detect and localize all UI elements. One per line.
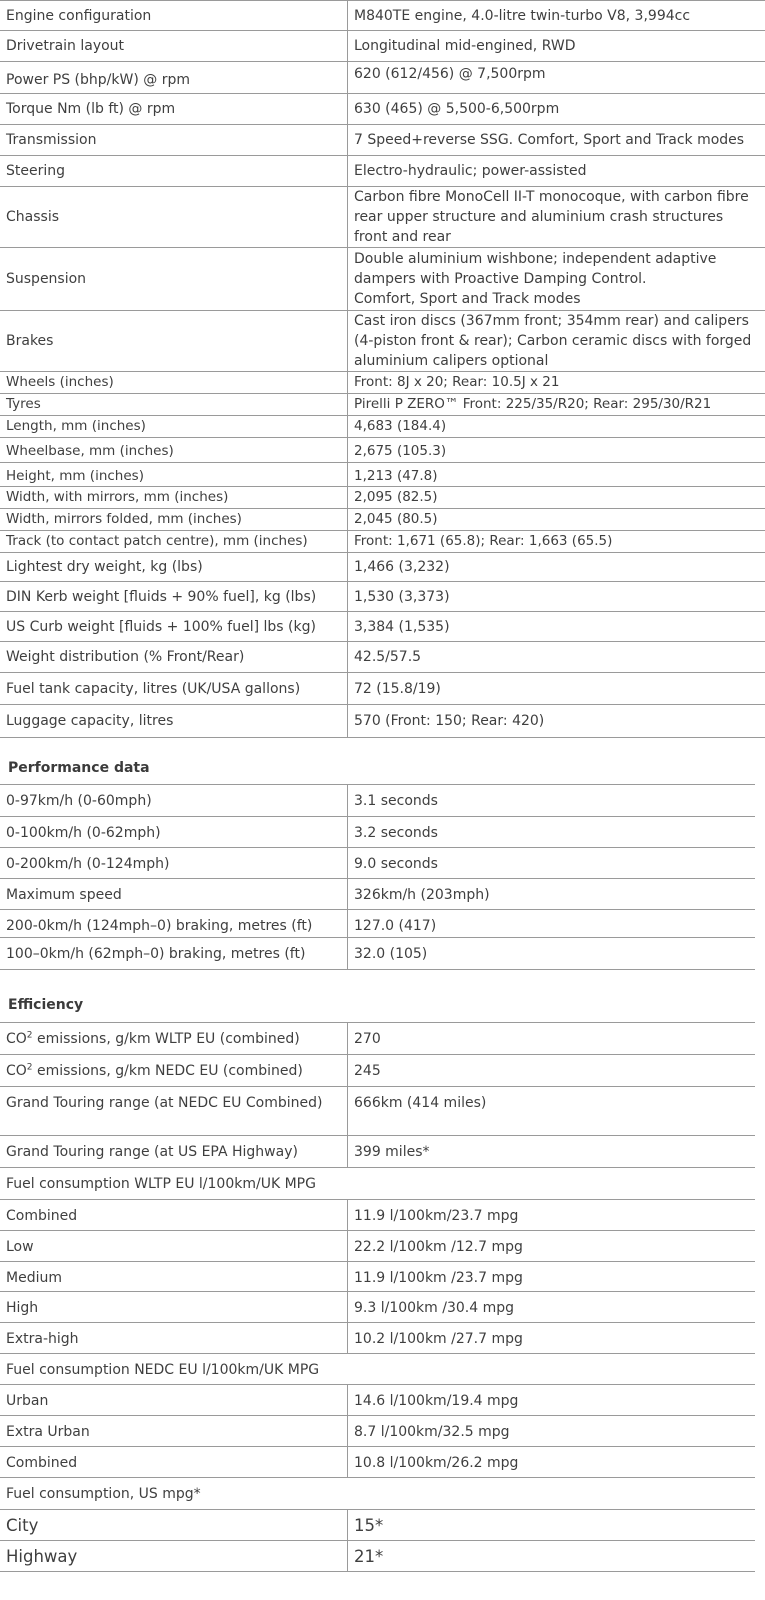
wltp-heading: Fuel consumption WLTP EU l/100km/UK MPG [0,1168,348,1200]
eff-label: Extra-high [0,1323,348,1354]
eff-value: 245 [348,1055,756,1087]
spec-value: Longitudinal mid-engined, RWD [348,31,765,62]
spec-value-line: Comfort, Sport and Track modes [354,291,581,307]
eff-value: 22.2 l/100km /12.7 mpg [348,1231,756,1262]
co2-superscript: 2 [26,1030,33,1041]
spec-label: Track (to contact patch centre), mm (inches) [0,531,348,553]
table-row [0,1478,755,1510]
eff-label: Extra Urban [0,1416,348,1447]
eff-label: Grand Touring range (at US EPA Highway) [0,1136,348,1168]
perf-label: 0-200km/h (0-124mph) [0,848,348,879]
perf-label: 200-0km/h (124mph–0) braking, metres (ft) [0,910,348,938]
performance-table [0,784,755,970]
spec-value [348,248,765,311]
table-row [0,248,765,311]
spec-label: Lightest dry weight, kg (lbs) [0,553,348,582]
spec-value: 7 Speed+reverse SSG. Comfort, Sport and Track modes [348,125,765,156]
spec-value: 570 (Front: 150; Rear: 420) [348,705,765,738]
spec-label: Suspension [0,248,348,311]
table-row [0,394,765,416]
spec-value: 620 (612/456) @ 7,500rpm [348,62,765,94]
spec-value: Electro-hydraulic; power-assisted [348,156,765,187]
eff-label-text: emissions, g/km NEDC EU (combined) [32,1063,303,1079]
table-row [0,1,765,31]
table-row [0,1055,755,1087]
table-row [0,910,755,938]
spec-value: 1,213 (47.8) [348,463,765,487]
eff-value: 9.3 l/100km /30.4 mpg [348,1292,756,1323]
co2-text: CO [6,1063,27,1079]
table-row [0,1168,755,1200]
eff-value: 270 [348,1023,756,1055]
eff-value: 399 miles* [348,1136,756,1168]
table-row [0,1200,755,1231]
eff-label: Urban [0,1385,348,1416]
spec-label: Steering [0,156,348,187]
spec-label: Torque Nm (lb ft) @ rpm [0,94,348,125]
spec-value: 1,530 (3,373) [348,582,765,612]
eff-value: 666km (414 miles) [348,1087,756,1136]
empty-cell [348,1168,756,1200]
spec-value: 3,384 (1,535) [348,612,765,642]
specifications-table [0,0,765,738]
perf-value: 9.0 seconds [348,848,756,879]
spec-label: Chassis [0,187,348,248]
empty-cell [348,1354,756,1385]
eff-label: Combined [0,1447,348,1478]
eff-label: City [0,1510,348,1541]
spec-label: Height, mm (inches) [0,463,348,487]
table-row [0,705,765,738]
perf-label: Maximum speed [0,879,348,910]
eff-value: 8.7 l/100km/32.5 mpg [348,1416,756,1447]
spec-label: Drivetrain layout [0,31,348,62]
spec-value: 4,683 (184.4) [348,416,765,438]
spec-label: Fuel tank capacity, litres (UK/USA gallons) [0,673,348,705]
spec-value: 1,466 (3,232) [348,553,765,582]
spec-label: Wheelbase, mm (inches) [0,438,348,463]
table-row [0,1385,755,1416]
table-row [0,125,765,156]
spec-value: 2,045 (80.5) [348,509,765,531]
spec-value: 2,675 (105.3) [348,438,765,463]
table-row [0,879,755,910]
table-row [0,1292,755,1323]
table-row [0,62,765,94]
perf-label: 100–0km/h (62mph–0) braking, metres (ft) [0,938,348,970]
nedc-heading: Fuel consumption NEDC EU l/100km/UK MPG [0,1354,348,1385]
perf-value: 127.0 (417) [348,910,756,938]
perf-value: 3.1 seconds [348,785,756,817]
table-row [0,509,765,531]
eff-label: Low [0,1231,348,1262]
table-row [0,1354,755,1385]
eff-label [0,1023,348,1055]
table-row [0,1323,755,1354]
us-heading: Fuel consumption, US mpg* [0,1478,348,1510]
spec-value-line: Double aluminium wishbone; independent adaptive dampers with Proactive Damping Control. [354,251,717,287]
spec-value: Front: 8J x 20; Rear: 10.5J x 21 [348,372,765,394]
spec-value: 630 (465) @ 5,500-6,500rpm [348,94,765,125]
efficiency-table [0,1022,755,1572]
eff-value: 21* [348,1541,756,1572]
table-row [0,938,755,970]
table-row [0,1541,755,1572]
table-row [0,642,765,673]
spec-value: 72 (15.8/19) [348,673,765,705]
table-row [0,1023,755,1055]
spec-value: M840TE engine, 4.0-litre twin-turbo V8, 3,994cc [348,1,765,31]
eff-label: Combined [0,1200,348,1231]
spec-label: Width, with mirrors, mm (inches) [0,487,348,509]
spec-value: Cast iron discs (367mm front; 354mm rear) and calipers (4-piston front & rear); Carbon ceramic discs with forged aluminium calipers optional [348,311,765,372]
spec-label: Width, mirrors folded, mm (inches) [0,509,348,531]
performance-heading: Performance data [8,760,150,776]
eff-value: 10.2 l/100km /27.7 mpg [348,1323,756,1354]
table-row [0,31,765,62]
eff-label: High [0,1292,348,1323]
spec-label: Luggage capacity, litres [0,705,348,738]
eff-value: 14.6 l/100km/19.4 mpg [348,1385,756,1416]
spec-label: Power PS (bhp/kW) @ rpm [0,62,348,94]
spec-label: Weight distribution (% Front/Rear) [0,642,348,673]
perf-value: 326km/h (203mph) [348,879,756,910]
spec-value: Front: 1,671 (65.8); Rear: 1,663 (65.5) [348,531,765,553]
table-row [0,848,755,879]
spec-label: Tyres [0,394,348,416]
table-row [0,416,765,438]
eff-value: 11.9 l/100km /23.7 mpg [348,1262,756,1292]
spec-label: Wheels (inches) [0,372,348,394]
table-row [0,553,765,582]
table-row [0,187,765,248]
table-row [0,1231,755,1262]
spec-label: Brakes [0,311,348,372]
table-row [0,1416,755,1447]
eff-label-text: emissions, g/km WLTP EU (combined) [32,1031,300,1047]
table-row [0,438,765,463]
table-row [0,94,765,125]
perf-label: 0-100km/h (0-62mph) [0,817,348,848]
eff-value: 15* [348,1510,756,1541]
spec-value: Pirelli P ZERO™ Front: 225/35/R20; Rear: 295/30/R21 [348,394,765,416]
efficiency-heading: Efficiency [8,997,84,1013]
spec-label: Transmission [0,125,348,156]
perf-value: 3.2 seconds [348,817,756,848]
table-row [0,531,765,553]
table-row [0,673,765,705]
table-row [0,612,765,642]
table-row [0,1510,755,1541]
table-row [0,156,765,187]
table-row [0,1447,755,1478]
perf-value: 32.0 (105) [348,938,756,970]
spec-label: Length, mm (inches) [0,416,348,438]
table-row [0,582,765,612]
table-row [0,463,765,487]
spec-label: DIN Kerb weight [fluids + 90% fuel], kg (lbs) [0,582,348,612]
eff-label: Medium [0,1262,348,1292]
table-row [0,1262,755,1292]
table-row [0,311,765,372]
eff-label: Grand Touring range (at NEDC EU Combined) [0,1087,348,1136]
empty-cell [348,1478,756,1510]
co2-superscript: 2 [26,1062,33,1073]
table-row [0,1136,755,1168]
perf-label: 0-97km/h (0-60mph) [0,785,348,817]
table-row [0,372,765,394]
spec-value: Carbon fibre MonoCell II-T monocoque, with carbon fibre rear upper structure and aluminium crash structures front and rear [348,187,765,248]
eff-value: 10.8 l/100km/26.2 mpg [348,1447,756,1478]
eff-label: Highway [0,1541,348,1572]
spec-value: 2,095 (82.5) [348,487,765,509]
table-row [0,1087,755,1136]
spec-value: 42.5/57.5 [348,642,765,673]
co2-text: CO [6,1031,27,1047]
spec-label: US Curb weight [fluids + 100% fuel] lbs (kg) [0,612,348,642]
table-row [0,817,755,848]
eff-label [0,1055,348,1087]
table-row [0,487,765,509]
spec-label: Engine configuration [0,1,348,31]
eff-value: 11.9 l/100km/23.7 mpg [348,1200,756,1231]
table-row [0,785,755,817]
